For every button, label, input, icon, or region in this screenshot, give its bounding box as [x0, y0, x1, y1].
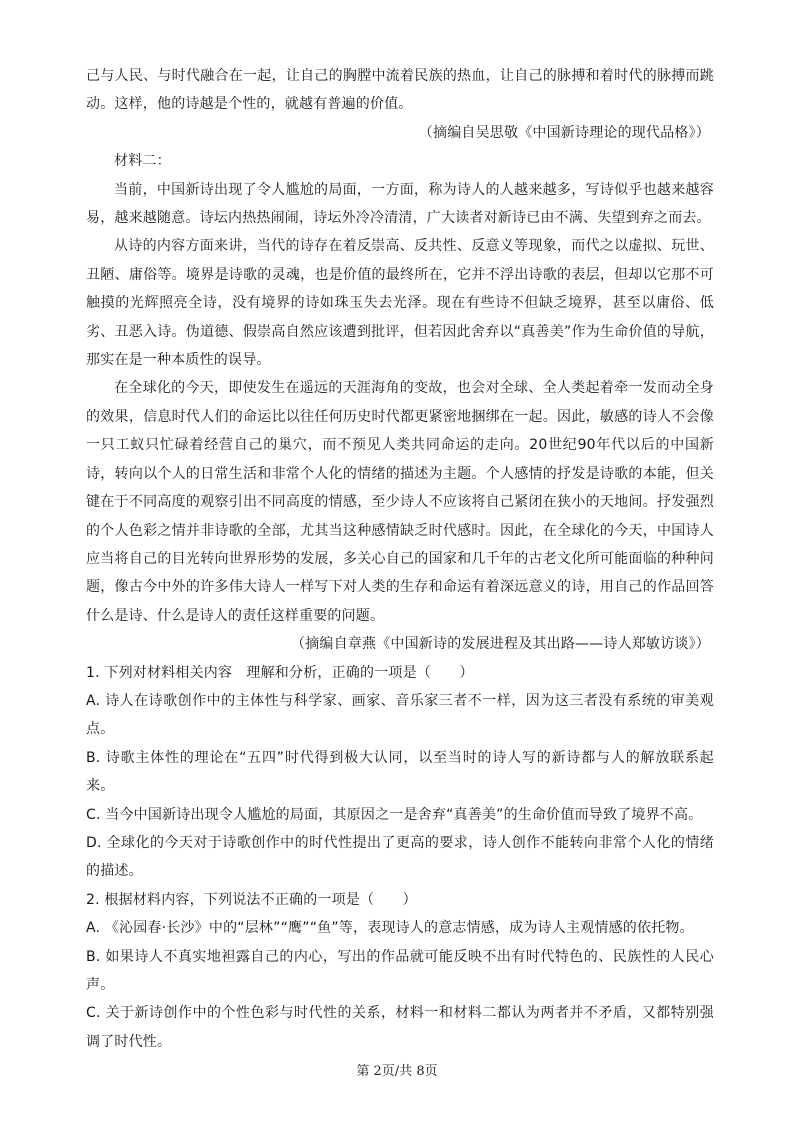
document-body: [86, 62, 714, 1056]
question-1-option-c: C. 当今中国新诗出现令人尴尬的局面，其原因之一是舍弃“真善美”的生命价值而导致了境界不高。: [86, 806, 703, 823]
question-2-option-b: B. 如果诗人不真实地袒露自己的内心，写出的作品就可能反映不出有时代特色的、民族性的人民心声。: [86, 948, 714, 993]
question-1-option-d: D. 全球化的今天对于诗歌创作中的时代性提出了更高的要求，诗人创作不能转向非常个人化的情绪的描述。: [86, 834, 714, 880]
paragraph-content-aspect: 从诗的内容方面来讲，当代的诗存在着反崇高、反共性、反意义等现象，而代之以虚拟、玩世、丑陋、庸俗等。境界是诗歌的灵魂，也是价值的最终所在，它并不浮出诗歌的表层，但却以它那不可触摸的光辉照亮全诗，没有境界的诗如珠玉失去光泽。现在有些诗不但缺乏境界，甚至以庸俗、低劣、丑恶入诗。伪道德、假崇高自然应该遭到批评，但若因此舍弃以“真善美”作为生命价值的导航，那实在是一种本质性的误导。: [86, 238, 714, 369]
paragraph-current-situation: 当前，中国新诗出现了令人尴尬的局面，一方面，称为诗人的人越来越多，写诗似乎也越来越容易，越来越随意。诗坛内热热闹闹，诗坛外冷冷清清，广大读者对新诗已由不满、失望到弃之而去。: [86, 181, 714, 227]
question-1-option-b: B. 诗歌主体性的理论在“五四”时代得到极大认同，以至当时的诗人写的新诗都与人的解放联系起来。: [86, 749, 714, 795]
question-2-stem: 2. 根据材料内容，下列说法不正确的一项是（ ）: [86, 891, 417, 908]
paragraph-globalization: 在全球化的今天，即使发生在遥远的天涯海角的变故，也会对全球、全人类起着牵一发而动全身的效果，信息时代人们的命运比以往任何历史时代都更紧密地捆绑在一起。因此，敏感的诗人不会像一只工蚁只忙碌着经营自己的巢穴，而不预见人类共同命运的走向。20世纪90年代以后的中国新诗，转向以个人的日常生活和非常个人化的情绪的描述为主题。个人感情的抒发是诗歌的本能，但关键在于不同高度的观察引出不同高度的情感，至少诗人不应该将自己紧闭在狭小的天地间。抒发强烈的个人色彩之情并非诗歌的全部，尤其当这种感情缺乏时代感时。因此，在全球化的今天，中国诗人应当将自己的目光转向世界形势的发展，多关心自己的国家和几千年的古老文化所可能面临的种种问题，像古今中外的许多伟大诗人一样写下对人类的生存和命运有着深远意义的诗，用自己的作品回答什么是诗、什么是诗人的责任这样重要的问题。: [86, 380, 714, 624]
paragraph-continued: 己与人民、与时代融合在一起，让自己的胸膛中流着民族的热血，让自己的脉搏和着时代的脉搏而跳动。这样，他的诗越是个性的，就越有普遍的价值。: [86, 68, 714, 113]
material-two-heading: 材料二：: [114, 153, 171, 170]
question-1-option-a: A. 诗人在诗歌创作中的主体性与科学家、画家、音乐家三者不一样，因为这三者没有系统的审美观点。: [86, 692, 714, 738]
source-citation-2: （摘编自章燕《中国新诗的发展进程及其出路——诗人郑敏访谈》）: [291, 636, 710, 653]
source-citation-1: （摘编自吴思敬《中国新诗理论的现代品格》）: [418, 124, 710, 141]
page-number: 第 2页/共 8页: [356, 1064, 438, 1079]
question-2-option-a: A. 《沁园春·长沙》中的“层林”“鹰”“鱼”等，表现诗人的意志情感，成为诗人主观情感的依托物。: [86, 920, 694, 937]
question-1-stem: 1. 下列对材料相关内容 理解和分析，正确的一项是（ ）: [86, 664, 474, 681]
question-2-option-c: C. 关于新诗创作中的个性色彩与时代性的关系，材料一和材料二都认为两者并不矛盾，又都特别强调了时代性。: [86, 1005, 714, 1050]
